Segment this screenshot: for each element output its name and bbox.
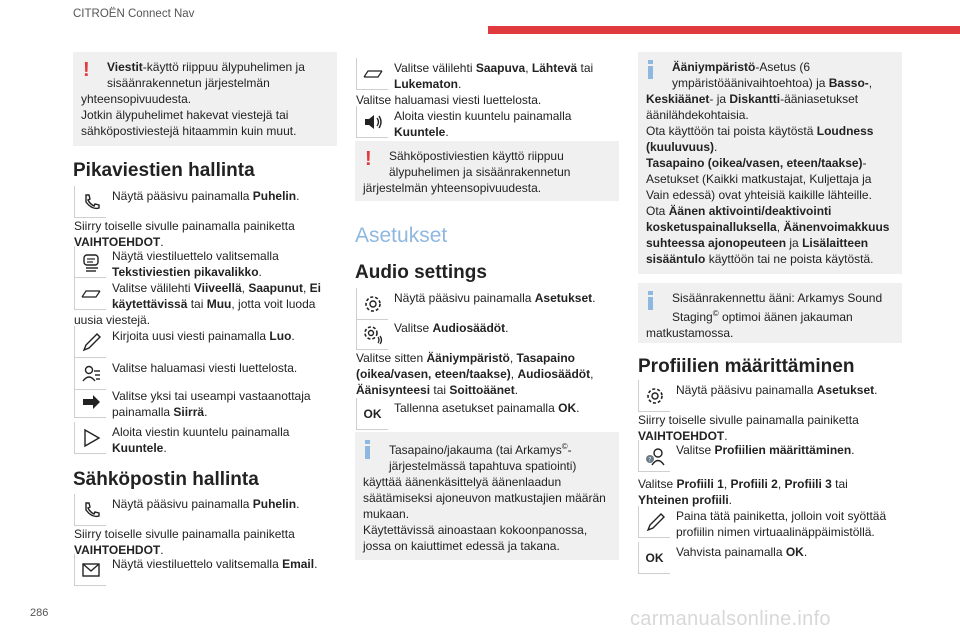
text-line xyxy=(112,404,340,420)
text-line xyxy=(363,148,611,164)
text-line xyxy=(394,290,620,306)
text-segment: . xyxy=(592,291,596,305)
text-segment: VAIHTOEHDOT xyxy=(74,235,161,249)
text-line xyxy=(676,508,902,524)
text-segment: Asetukset (Kaikki matkustajat, Kuljettaja ja xyxy=(646,172,872,186)
text-line xyxy=(646,235,894,251)
text-segment: . xyxy=(296,497,300,511)
section-title-asetukset: Asetukset xyxy=(355,224,448,247)
text-line xyxy=(646,306,894,325)
text-line xyxy=(363,474,611,490)
text-line xyxy=(676,442,902,458)
text-segment: Tasapaino/jakauma (tai Arkamys xyxy=(389,443,562,457)
text-segment: Luo xyxy=(269,329,292,343)
phone-icon xyxy=(74,186,106,218)
instruction-text xyxy=(638,412,902,444)
col3-info-text2 xyxy=(646,290,894,341)
text-segment: käyttää äänenkäsittelyä äänenlaadun xyxy=(363,475,562,489)
text-segment: , xyxy=(241,281,249,295)
text-segment: Saapuva xyxy=(475,61,526,75)
text-segment: Profiili 2 xyxy=(730,477,778,491)
text-segment: Vahvista painamalla xyxy=(676,545,786,559)
text-segment: Näytä pääsivu painamalla xyxy=(676,383,817,397)
heading-audio-settings: Audio settings xyxy=(355,262,487,283)
instruction-text xyxy=(676,544,902,560)
instruction-text xyxy=(394,60,620,92)
text-segment: tai xyxy=(577,61,594,75)
text-line xyxy=(356,366,620,382)
text-segment: Puhelin xyxy=(252,497,297,511)
message-list-icon xyxy=(74,246,106,278)
text-segment: . xyxy=(258,265,262,279)
pencil-icon xyxy=(638,506,670,538)
text-line xyxy=(74,218,340,234)
instruction-text xyxy=(112,496,340,512)
text-line xyxy=(676,544,902,560)
text-segment: OK xyxy=(558,401,577,415)
text-segment: Valitse yksi tai useampi vastaanottaja xyxy=(112,389,311,403)
text-segment: ja xyxy=(786,236,803,250)
gear-icon xyxy=(356,288,388,320)
info-icon xyxy=(648,291,653,310)
text-segment: Kuuntele xyxy=(112,441,164,455)
col3-info-text1 xyxy=(646,59,894,267)
instruction-text xyxy=(356,350,620,398)
text-line xyxy=(81,123,329,139)
text-segment: Äänenvoimakkuus xyxy=(783,220,890,234)
col3-info-box1 xyxy=(638,52,902,274)
text-segment: Lisälaitteen xyxy=(802,236,869,250)
instruction-text xyxy=(112,360,340,376)
svg-text:?: ? xyxy=(647,456,651,463)
text-segment: Siirry toiselle sivulle painamalla painiketta xyxy=(638,413,859,427)
play-icon xyxy=(74,422,106,454)
text-segment: . xyxy=(728,493,733,507)
text-segment: , xyxy=(510,367,518,381)
text-segment: kosketuspainalluksella xyxy=(646,220,777,234)
text-line xyxy=(394,124,620,140)
text-segment: sisäänrakennetun järjestelmän xyxy=(107,76,270,90)
text-line xyxy=(646,59,894,75)
text-segment: suhteessa ajonopeuteen xyxy=(646,236,787,250)
text-segment: Äänen aktivointi/deaktivointi xyxy=(668,204,832,218)
text-line xyxy=(81,59,329,75)
text-segment: Tasapaino xyxy=(516,351,575,365)
text-segment: (oikea/vasen, eteen/taakse) xyxy=(356,367,511,381)
text-segment: Profiilien määrittäminen xyxy=(714,443,852,457)
text-segment: -Asetus (6 xyxy=(755,60,811,74)
text-line xyxy=(74,312,340,328)
text-segment: Paina tätä painiketta, jolloin voit syöttää xyxy=(676,509,887,523)
col2-info-text xyxy=(363,439,611,554)
text-segment: järjestelmän yhteensopivuudesta. xyxy=(363,181,542,195)
text-segment: © xyxy=(712,309,719,318)
text-segment: , xyxy=(868,76,873,90)
text-segment: Valitse xyxy=(638,477,677,491)
text-line xyxy=(112,296,340,312)
text-segment: VAIHTOEHDOT xyxy=(74,543,161,557)
warning-icon: ! xyxy=(83,59,90,81)
text-segment: , xyxy=(723,477,731,491)
text-segment: Kirjoita uusi viesti painamalla xyxy=(112,329,270,343)
text-line xyxy=(394,60,620,76)
text-segment: VAIHTOEHDOT xyxy=(638,429,725,443)
text-segment: tai xyxy=(831,477,848,491)
heading-pikaviestien: Pikaviestien hallinta xyxy=(73,160,255,181)
text-line xyxy=(112,496,340,512)
page-number: 286 xyxy=(30,607,49,619)
text-segment: Ota xyxy=(646,204,669,218)
text-line xyxy=(638,476,902,492)
text-line xyxy=(112,440,340,456)
text-segment: Basso- xyxy=(828,76,869,90)
text-segment: Diskantti xyxy=(729,92,781,106)
instruction-text xyxy=(356,92,620,108)
speaker-icon xyxy=(356,106,388,138)
text-line xyxy=(646,91,894,107)
text-segment: . xyxy=(714,140,718,154)
text-segment: sisääntulo xyxy=(646,252,706,266)
text-segment: Yhteinen profiili xyxy=(638,493,729,507)
text-segment: sähköpostiviestejä hitaammin kuin muut. xyxy=(81,124,297,138)
text-segment: Viiveellä xyxy=(193,281,242,295)
text-segment: matkustamossa. xyxy=(646,326,734,340)
text-segment: Valitse haluamasi viesti luettelosta. xyxy=(112,361,298,375)
header-title: CITROËN Connect Nav xyxy=(73,8,195,20)
col1-warning-text xyxy=(81,59,329,139)
text-segment: . xyxy=(163,441,167,455)
text-segment: Valitse xyxy=(676,443,715,457)
instruction-text xyxy=(112,388,340,420)
gear-icon xyxy=(638,380,670,412)
text-segment: , xyxy=(303,281,310,295)
text-line xyxy=(112,264,340,280)
text-segment: OK xyxy=(785,545,804,559)
text-segment: äänilähdekohtaisia. xyxy=(646,108,749,122)
instruction-text xyxy=(394,320,620,336)
ok-button-icon xyxy=(356,398,388,430)
text-segment: . xyxy=(851,443,855,457)
col2-warning-box xyxy=(355,141,619,201)
text-segment: Loudness xyxy=(816,124,874,138)
text-segment: , xyxy=(509,351,517,365)
text-line xyxy=(74,526,340,542)
text-segment: tai xyxy=(187,297,207,311)
text-segment: Asetukset xyxy=(534,291,593,305)
text-segment: © xyxy=(561,442,568,451)
col2-warning-text xyxy=(363,148,611,196)
instruction-text xyxy=(74,280,340,328)
heading-profiilit: Profiilien määrittäminen xyxy=(638,356,855,377)
instruction-text xyxy=(112,188,340,204)
instruction-text xyxy=(112,328,340,344)
heading-sahkoposti: Sähköpostin hallinta xyxy=(73,469,259,490)
text-segment: . xyxy=(204,405,208,419)
text-line xyxy=(394,320,620,336)
text-segment: käyttöön tai ne poista käytöstä. xyxy=(705,252,874,266)
instruction-text xyxy=(676,508,902,540)
text-segment: Profiili 1 xyxy=(676,477,724,491)
text-segment: . xyxy=(514,383,519,397)
text-segment: Siirry toiselle sivulle painamalla painiketta xyxy=(74,219,295,233)
text-line xyxy=(363,538,611,554)
text-segment: Sähköpostiviestien käyttö riippuu xyxy=(389,149,564,163)
text-segment: Tekstiviestien pikavalikko xyxy=(112,265,259,279)
text-segment: Näytä pääsivu painamalla xyxy=(394,291,535,305)
text-segment: optimoi äänen jakauman xyxy=(718,310,853,324)
text-segment: älypuhelimen ja sisäänrakennetun xyxy=(389,165,571,179)
text-segment: - xyxy=(567,443,572,457)
text-line xyxy=(112,360,340,376)
text-segment: , xyxy=(776,220,784,234)
text-segment: Kuuntele xyxy=(394,125,446,139)
text-segment: Näytä pääsivu painamalla xyxy=(112,497,253,511)
pencil-icon xyxy=(74,326,106,358)
text-segment: . xyxy=(445,125,449,139)
info-icon xyxy=(648,60,653,79)
text-line xyxy=(638,492,902,508)
text-segment: painamalla xyxy=(112,405,174,419)
warning-icon: ! xyxy=(365,148,372,170)
text-line xyxy=(356,92,620,108)
text-segment: . xyxy=(803,545,808,559)
text-line xyxy=(676,524,902,540)
text-segment: säätämiseksi ajoneuvon matkustajien määrän xyxy=(363,491,606,505)
text-segment: Käytettävissä ainoastaan kokoonpanossa, xyxy=(363,523,588,537)
text-segment: Asetukset xyxy=(816,383,875,397)
text-line xyxy=(81,75,329,91)
text-segment: käytettävissä xyxy=(112,297,188,311)
text-line xyxy=(112,556,340,572)
text-segment: -käyttö riippuu älypuhelimen ja xyxy=(142,60,305,74)
text-segment: Valitse sitten xyxy=(356,351,427,365)
text-line xyxy=(363,506,611,522)
text-segment: järjestelmässä tapahtuva spatiointi) xyxy=(389,459,577,473)
text-line xyxy=(81,107,329,123)
text-segment: Ei xyxy=(309,281,322,295)
text-segment: Siirry toiselle sivulle painamalla painiketta xyxy=(74,527,295,541)
text-segment: Audiosäädöt xyxy=(517,367,591,381)
text-segment: mukaan. xyxy=(363,507,410,521)
text-segment: Ääniympäristö xyxy=(426,351,510,365)
text-segment: Puhelin xyxy=(252,189,297,203)
text-segment: . xyxy=(160,543,164,557)
text-line xyxy=(356,382,620,398)
text-line xyxy=(676,382,902,398)
text-segment: , xyxy=(777,477,785,491)
text-segment: profiilin nimen virtuaalinäppäimistöllä. xyxy=(676,525,875,539)
instruction-text xyxy=(394,108,620,140)
text-segment: -ääniasetukset xyxy=(780,92,859,106)
text-segment: . xyxy=(458,77,462,91)
text-line xyxy=(646,325,894,341)
info-icon xyxy=(365,440,370,459)
text-segment: . xyxy=(160,235,164,249)
text-line xyxy=(112,280,340,296)
text-line xyxy=(112,328,340,344)
text-segment: Lähtevä xyxy=(531,61,578,75)
col3-info-box2 xyxy=(638,283,902,343)
text-segment: Staging xyxy=(672,310,713,324)
text-line xyxy=(646,219,894,235)
text-segment: , jotta voit luoda xyxy=(231,297,316,311)
text-segment: , xyxy=(590,367,594,381)
text-segment: - xyxy=(862,156,867,170)
text-line xyxy=(646,290,894,306)
phone-icon xyxy=(74,494,106,526)
ok-icon-label: OK xyxy=(645,550,664,565)
text-line xyxy=(646,203,894,219)
text-segment: Ota käyttöön tai poista käytöstä xyxy=(646,124,817,138)
text-segment: (kuuluvuus) xyxy=(646,140,714,154)
text-segment: Valitse haluamasi viesti luettelosta. xyxy=(356,93,542,107)
text-segment: Profiili 3 xyxy=(784,477,832,491)
text-segment: - ja xyxy=(709,92,730,106)
text-line xyxy=(646,75,894,91)
text-segment: Viestit xyxy=(107,60,143,74)
text-segment: Tasapaino (oikea/vasen, eteen/taakse) xyxy=(646,156,863,170)
instruction-text xyxy=(74,526,340,558)
text-segment: Siirrä xyxy=(173,405,205,419)
text-segment: . xyxy=(576,401,580,415)
text-line xyxy=(646,155,894,171)
text-segment: . xyxy=(724,429,728,443)
text-segment: Lukematon xyxy=(394,77,459,91)
text-segment: Sisäänrakennettu ääni: Arkamys Sound xyxy=(672,291,883,305)
text-line xyxy=(638,412,902,428)
text-line xyxy=(112,388,340,404)
text-segment: Audiosäädöt xyxy=(432,321,506,335)
text-line xyxy=(394,400,620,416)
tab-icon xyxy=(74,278,106,310)
text-segment: Aloita viestin kuuntelu painamalla xyxy=(394,109,572,123)
text-segment: tai xyxy=(430,383,450,397)
text-segment: Keskiäänet xyxy=(646,92,710,106)
text-segment: . xyxy=(314,557,318,571)
text-segment: . xyxy=(296,189,300,203)
text-line xyxy=(646,187,894,203)
header-accent-bar xyxy=(488,26,960,34)
col2-info-box xyxy=(355,432,619,560)
instruction-text xyxy=(112,556,340,572)
watermark: carmanualsonline.info xyxy=(630,608,831,630)
instruction-text xyxy=(676,442,902,458)
text-line xyxy=(363,180,611,196)
text-line xyxy=(363,164,611,180)
text-line xyxy=(363,490,611,506)
text-line xyxy=(356,350,620,366)
text-segment: Jotkin älypuhelimet hakevat viestejä tai xyxy=(81,108,289,122)
text-line xyxy=(112,188,340,204)
text-segment: Äänisynteesi xyxy=(356,383,431,397)
text-segment: . xyxy=(505,321,509,335)
text-segment: yhteensopivuudesta. xyxy=(81,92,192,106)
text-line xyxy=(646,123,894,139)
text-line xyxy=(646,171,894,187)
text-segment: Näytä viestiluettelo valitsemalla xyxy=(112,249,279,263)
ok-icon-label: OK xyxy=(363,406,382,421)
tab-icon xyxy=(356,58,388,90)
text-segment: Aloita viestin kuuntelu painamalla xyxy=(112,425,290,439)
text-line xyxy=(646,139,894,155)
instruction-text xyxy=(394,290,620,306)
text-line xyxy=(363,458,611,474)
instruction-text xyxy=(394,400,620,416)
text-segment: Soittoäänet xyxy=(449,383,515,397)
email-icon xyxy=(74,554,106,586)
text-line xyxy=(646,251,894,267)
text-line xyxy=(112,424,340,440)
instruction-text xyxy=(112,248,340,280)
text-segment: Saapunut xyxy=(248,281,303,295)
text-segment: jossa on kaiuttimet edessä ja takana. xyxy=(363,539,560,553)
text-segment: uusia viestejä. xyxy=(74,313,151,327)
instruction-text xyxy=(74,218,340,250)
instruction-text xyxy=(638,476,902,508)
text-line xyxy=(112,248,340,264)
text-segment: Ääniympäristö xyxy=(672,60,756,74)
text-segment: Näytä viestiluettelo valitsemalla xyxy=(112,557,283,571)
text-segment: , xyxy=(525,61,532,75)
audio-settings-icon xyxy=(356,318,388,350)
text-line xyxy=(394,108,620,124)
text-line xyxy=(394,76,620,92)
text-segment: Email xyxy=(282,557,315,571)
text-segment: ympäristöäänivaihtoehtoa) ja xyxy=(672,76,829,90)
instruction-text xyxy=(112,424,340,456)
col1-warning-box xyxy=(73,52,337,146)
text-segment: . xyxy=(291,329,295,343)
text-segment: Muu xyxy=(206,297,232,311)
profile-icon xyxy=(638,440,670,472)
instruction-text xyxy=(676,382,902,398)
text-segment: . xyxy=(874,383,878,397)
text-segment: Tallenna asetukset painamalla xyxy=(394,401,559,415)
text-line xyxy=(363,439,611,458)
text-segment: Valitse välilehti xyxy=(394,61,476,75)
text-segment: Valitse xyxy=(394,321,433,335)
text-line xyxy=(81,91,329,107)
text-line xyxy=(646,107,894,123)
forward-icon xyxy=(74,386,106,418)
text-line xyxy=(363,522,611,538)
text-segment: Vain edessä) ovat yhteisiä kaikille lähteille. xyxy=(646,188,872,202)
text-segment: Näytä pääsivu painamalla xyxy=(112,189,253,203)
ok-button-icon xyxy=(638,542,670,574)
text-segment: Valitse välilehti xyxy=(112,281,194,295)
